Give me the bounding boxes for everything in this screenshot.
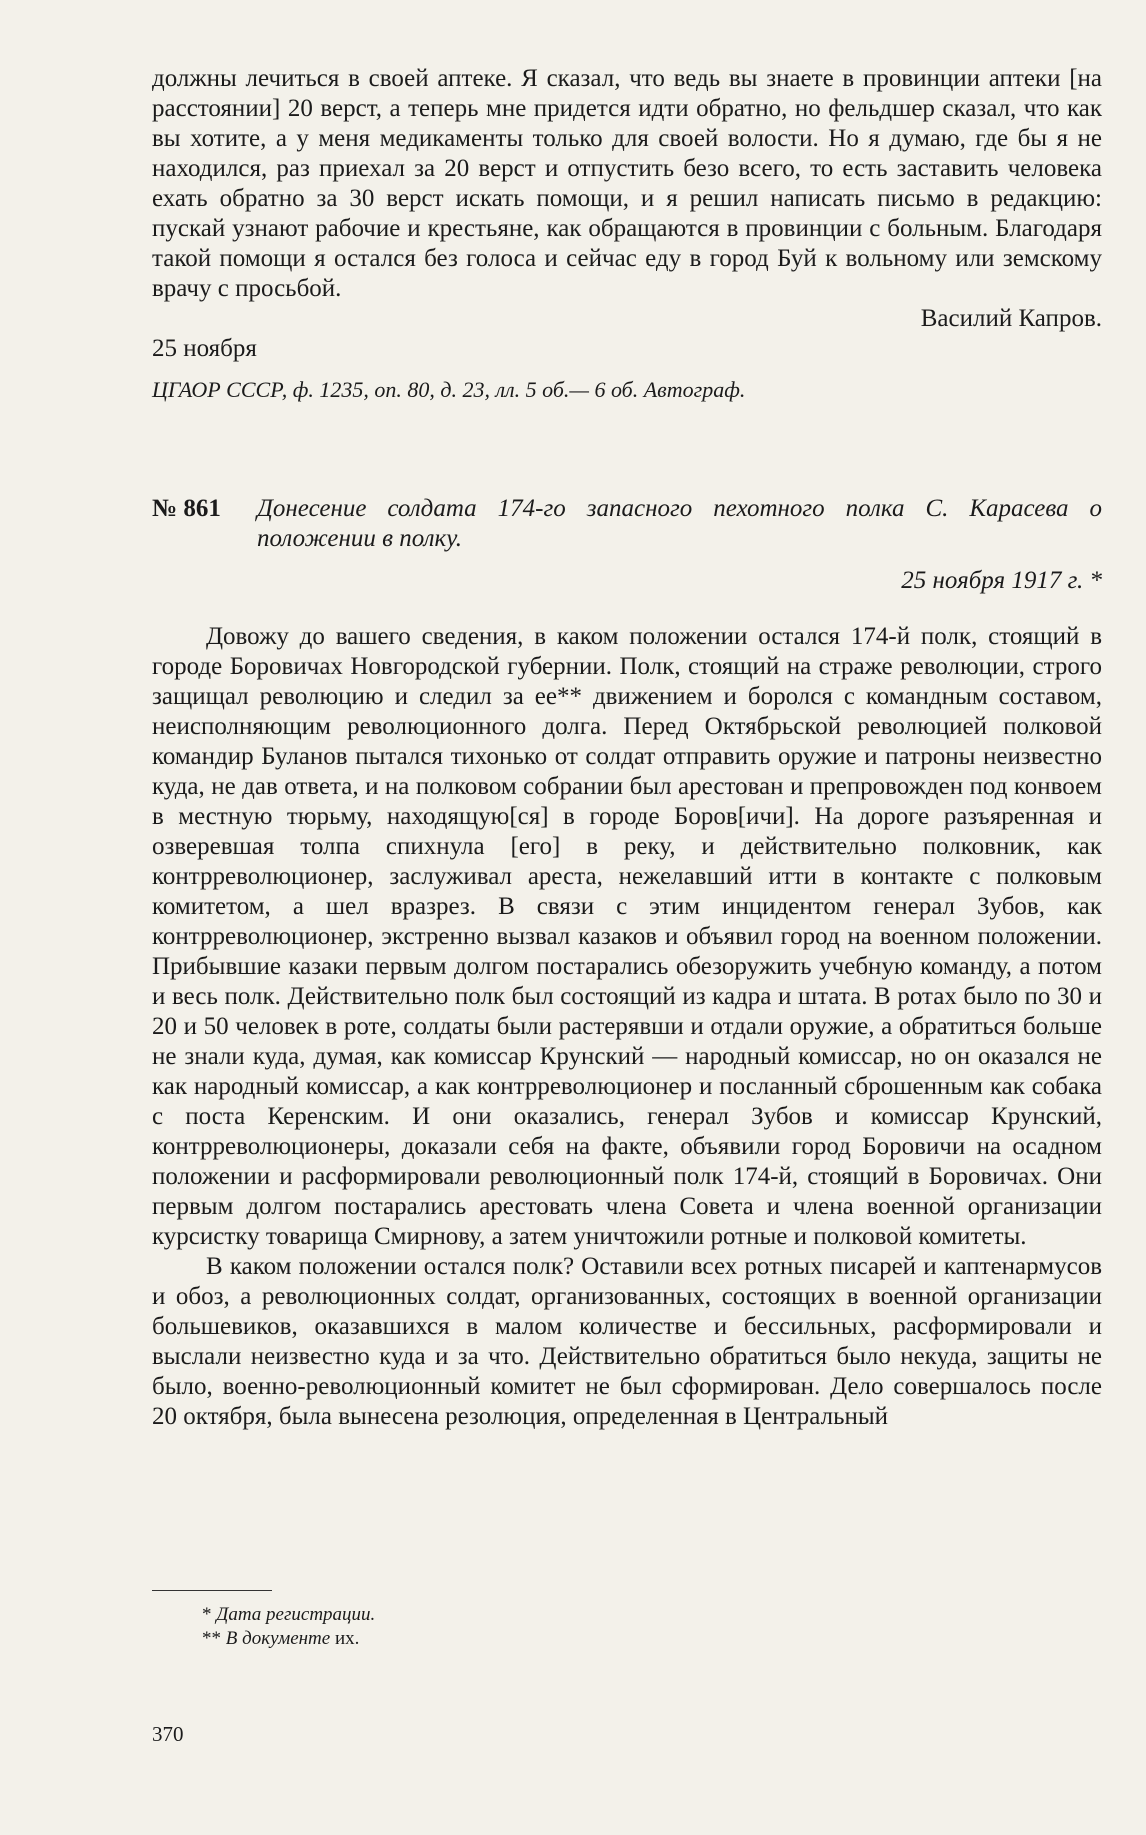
continuation-text: должны лечиться в своей аптеке. Я сказал, что ведь вы знаете в провинции аптеки [на расстоянии] 20 верст, а теперь мне придется идти обратно, но фельдшер сказал, что как вы хотите, а у меня медикаменты только для своей волости. Но я думаю, где бы я не находился, раз приехал за 20 верст и отпустить безо всего, то есть заставить человека ехать обратно за 30 верст искать помощи, и я решил написать письмо в редакцию: пускай узнают рабочие и крестьяне, как обращаются в провинции с больным. Благодаря такой помощи я остался без голоса и сейчас еду в город Буй к вольному или земскому врачу с просьбой. xyxy=(152,65,1102,302)
page-number: 370 xyxy=(152,1722,184,1746)
footnote xyxy=(202,1627,652,1651)
footnote xyxy=(202,1603,652,1627)
document-header xyxy=(152,494,1102,596)
footnote-text: В документе xyxy=(225,1628,331,1649)
page-body xyxy=(152,64,1102,1432)
footnote-suffix: их. xyxy=(334,1628,360,1649)
footnotes xyxy=(152,1590,652,1651)
letter-date: 25 ноября xyxy=(152,335,257,362)
document-number: № 861 xyxy=(152,495,221,522)
footnote-text: Дата регистрации. xyxy=(216,1604,376,1625)
signature: Василий Капров. xyxy=(920,305,1102,332)
footnote-divider xyxy=(152,1590,272,1591)
document-paragraph: Довожу до вашего сведения, в каком положении остался 174-й полк, стоящий в городе Боровичах Новгородской губернии. Полк, стоящий на страже революции, строго защищал революцию и следил за ее** движением и боролся с командным составом, неисполняющим революционного долга. Перед Октябрьской революцией полковой командир Буланов пытался тихонько от солдат отправить оружие и патроны неизвестно куда, не дав ответа, и на полковом собрании был арестован и препровожден под конвоем в местную тюрьму, находящую[ся] в городе Боров[ичи]. На дороге разъяренная и озверевшая толпа спихнула [его] в реку, и действительно полковник, как контрреволюционер, заслуживал ареста, нежелавший итти в контакте с полковым комитетом, а шел вразрез. В связи с этим инцидентом генерал Зубов, как контрреволюционер, экстренно вызвал казаков и объявил город на военном положении. Прибывшие казаки первым долгом постарались обезоружить учебную команду, а потом и весь полк. Действительно полк был состоящий из кадра и штата. В ротах было по 30 и 20 и 50 человек в роте, солдаты были растерявши и отдали оружие, а обратиться больше не знали куда, думая, как комиссар Крунский — народный комиссар, но он оказался не как народный комиссар, а как контрреволюционер и посланный сброшенным как собака с поста Керенским. И они оказались, генерал Зубов и комиссар Крунский, контрреволюционеры, доказали себя на факте, объявили город Боровичи на осадном положении и расформировали революционный полк 174-й, стоящий в Боровичах. Они первым долгом постарались арестовать члена Совета и члена военной организации курсистку товарища Смирнову, а затем уничтожили ротные и полковой комитеты. xyxy=(152,623,1102,1250)
document-paragraph: В каком положении остался полк? Оставили всех ротных писарей и каптенармусов и обоз, а революционных солдат, организованных, состоящих в военной организации большевиков, оказавшихся в малом количестве и бессильных, расформировали и выслали неизвестно куда и за что. Действительно обратиться было некуда, защиты не было, военно-революционный комитет не был сформирован. Дело совершалось после 20 октября, была вынесена резолюция, определенная в Центральный xyxy=(152,1253,1102,1430)
archive-source: ЦГАОР СССР, ф. 1235, оп. 80, д. 23, лл. 5 об.— 6 об. Автограф. xyxy=(152,377,746,402)
document-date: 25 ноября 1917 г. * xyxy=(901,567,1102,594)
footnote-mark: * xyxy=(202,1604,212,1625)
footnote-mark: ** xyxy=(202,1628,221,1649)
document-title: Донесение солдата 174-го запасного пехотного полка С. Карасева о положении в полку. xyxy=(257,495,1102,552)
